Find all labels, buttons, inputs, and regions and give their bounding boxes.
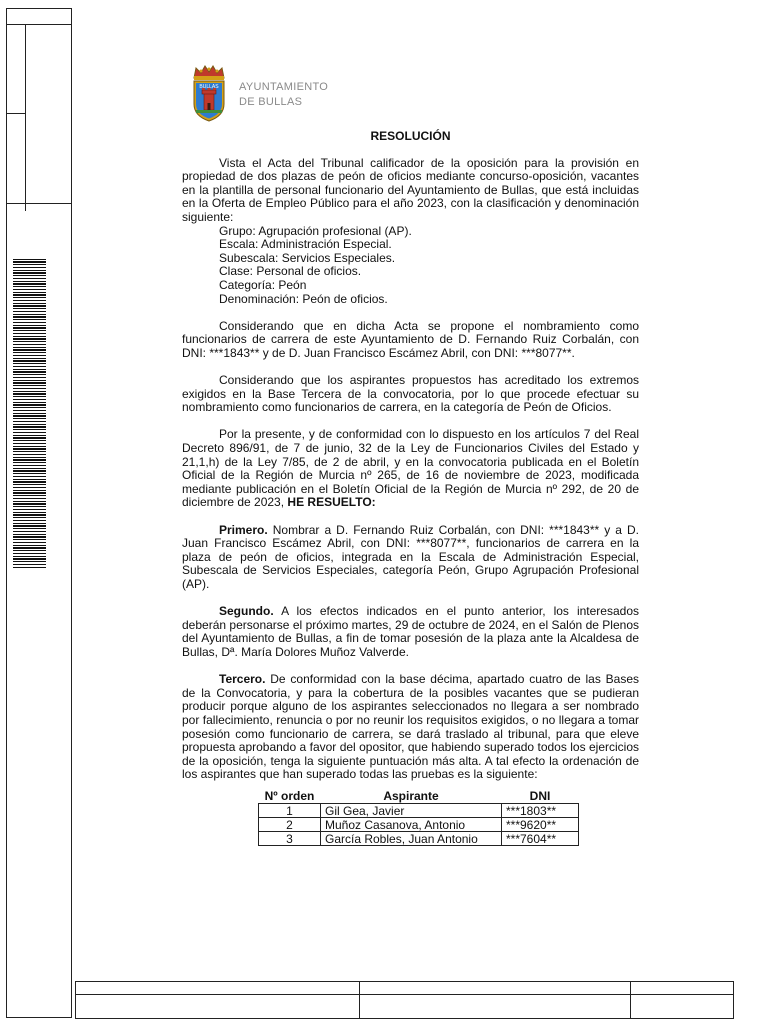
segundo-text: A los efectos indicados en el punto anterior, los interesados deberán personarse el próximo martes, 29 de octubre de 2024, en el Salón de Plenos del Ayuntamiento de Bullas, a fin de tomar posesión de la plaza ante la Alcaldesa de Bullas, Dª. María Dolores Muñoz Valverde.: [182, 604, 639, 659]
cell-order: 1: [259, 804, 321, 818]
list-item: Denominación: Peón de oficios.: [219, 291, 388, 306]
svg-text:BULLAS: BULLAS: [199, 84, 219, 89]
cell-candidate: Muñoz Casanova, Antonio: [321, 818, 502, 832]
list-item: Categoría: Peón: [219, 277, 307, 292]
document-title: RESOLUCIÓN: [370, 129, 451, 143]
column-header-order: Nº orden: [264, 789, 315, 804]
crest-ribbon: [195, 83, 223, 89]
cell-candidate: García Robles, Juan Antonio: [321, 832, 502, 846]
column-header-candidate: Aspirante: [383, 789, 439, 804]
org-line-2: DE BULLAS: [239, 96, 303, 108]
column-header-dni: DNI: [529, 789, 551, 804]
segundo-paragraph: [182, 605, 639, 659]
list-item: Subescala: Servicios Especiales.: [219, 250, 396, 265]
primero-text: Nombrar a D. Fernando Ruiz Corbalán, con DNI: ***1843** y a D. Juan Francisco Escámez Abril, con DNI: ***8077**, funcionarios de carrera en la plaza de peón de oficios, integrada en la Escala de Administración Especial, Subescala de Servicios Especiales, categoría Peón, Grupo Agrupación Profesional (AP).: [182, 522, 639, 591]
cell-dni: ***9620**: [502, 818, 579, 832]
candidates-table: [258, 790, 579, 847]
segundo-label: Segundo.: [219, 604, 274, 619]
table-header-row: [259, 790, 579, 804]
considerando-paragraph-2: Considerando que los aspirantes propuestos has acreditado los extremos exigidos en la Base Tercera de la convocatoria, por lo que procede efectuar su nombramiento como funcionarios de carrera, en la categoría de Peón de Oficios.: [182, 373, 639, 415]
he-resuelto: HE RESUELTO:: [287, 495, 376, 510]
municipal-logo: [190, 64, 340, 124]
document-body: [182, 130, 639, 846]
classification-list: [182, 225, 639, 307]
cell-dni: ***1803**: [502, 804, 579, 818]
table-row: [259, 832, 579, 846]
table-row: [259, 804, 579, 818]
legal-basis-text: Por la presente, y de conformidad con lo dispuesto en los artículos 7 del Real Decreto 896/91, de 7 de junio, 32 de la Ley de Funcionarios Civiles del Estado y 21,1,h) de la Ley 7/85, de 2 de abril, y en la convocatoria publicada en el Boletín Oficial de la Región de Murcia nº 265, de 16 de noviembre de 2023, modificada mediante publicación en el Boletín Oficial de la Región de Murcia nº 292, de 20 de diciembre de 2023,: [182, 427, 639, 510]
tercero-text: De conformidad con la base décima, apartado cuatro de las Bases de la Convocatoria, y para la cobertura de la posibles vacantes que se pudieran producir porque alguno de los aspirantes seleccionados no llegara a ser nombrado por fallecimiento, renuncia o por no reunir los requisitos exigidos, o no llegara a tomar posesión como funcionario de carrera, se dará traslado al tribunal, para que eleve propuesta aprobando a favor del opositor, que habiendo superado todos los ejercicios de la oposición, tenga la siguiente puntuación más alta. A tal efecto la ordenación de los aspirantes que han superado todas las pruebas es la siguiente:: [182, 672, 639, 782]
legal-basis-paragraph: [182, 428, 639, 510]
primero-label: Primero.: [219, 522, 268, 537]
org-line-1: AYUNTAMIENTO: [239, 81, 329, 93]
coat-of-arms-icon: [190, 64, 228, 122]
considerando-paragraph-1: Considerando que en dicha Acta se propone el nombramiento como funcionarios de carrera de este Ayuntamiento de D. Fernando Ruiz Corbalán, con DNI: ***1843** y de D. Juan Francisco Escámez Abril, con DNI: ***8077**.: [182, 318, 639, 360]
organization-name: [239, 80, 328, 110]
tercero-label: Tercero.: [219, 672, 266, 687]
barcode: [13, 259, 46, 569]
cell-order: 2: [259, 818, 321, 832]
list-item: Clase: Personal de oficios.: [219, 264, 362, 279]
cell-candidate: Gil Gea, Javier: [321, 804, 502, 818]
list-item: Grupo: Agrupación profesional (AP).: [219, 223, 412, 238]
primero-paragraph: [182, 524, 639, 592]
table-row: [259, 818, 579, 832]
cell-dni: ***7604**: [502, 832, 579, 846]
list-item: Escala: Administración Especial.: [219, 237, 392, 252]
footer-frame: [75, 981, 734, 1019]
intro-paragraph: Vista el Acta del Tribunal calificador de la oposición para la provisión en propiedad de dos plazas de peón de oficios mediante concurso-oposición, vacantes en la plantilla de personal funcionario del Ayuntamiento de Bullas, que está incluidas en la Oferta de Empleo Público para el año 2023, con la clasificación y denominación siguiente:: [182, 155, 639, 224]
tercero-paragraph: [182, 673, 639, 782]
cell-order: 3: [259, 832, 321, 846]
left-margin-frame: [6, 8, 72, 1018]
